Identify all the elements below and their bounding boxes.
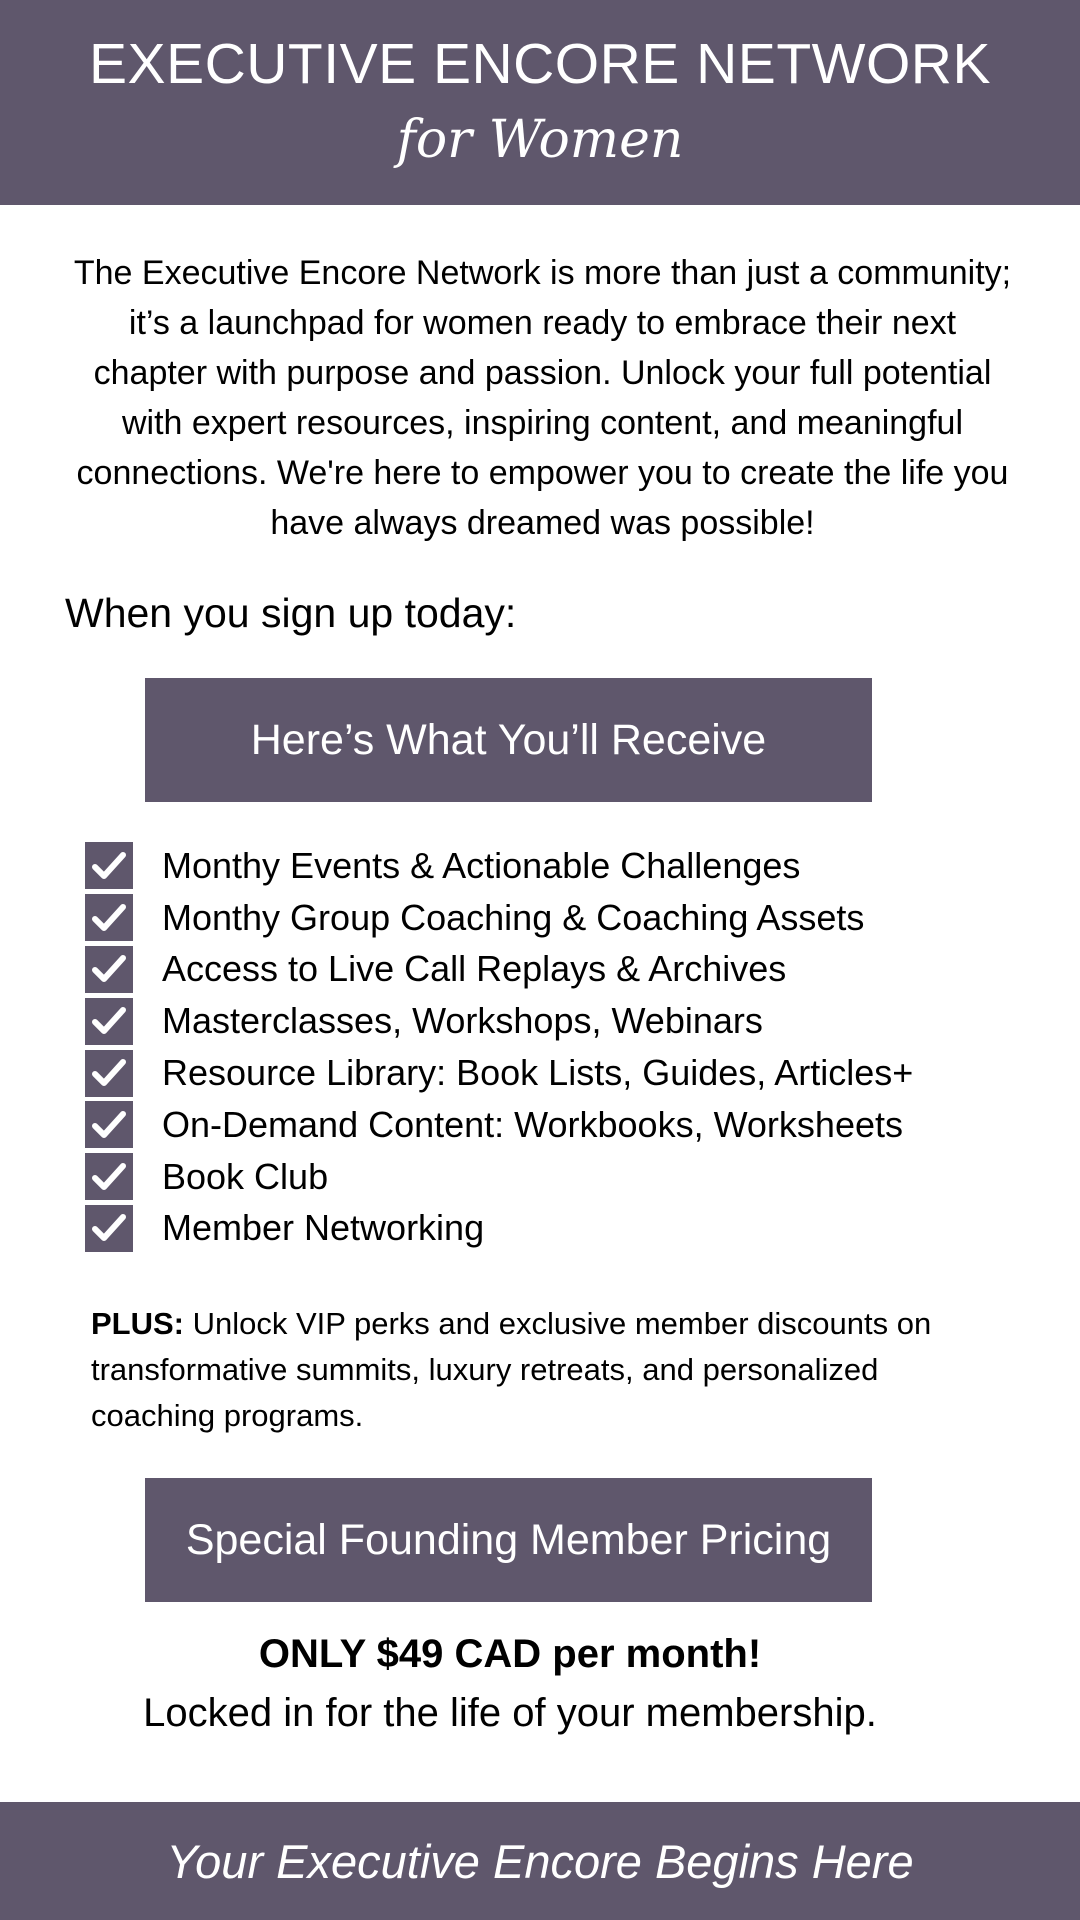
benefit-label: Member Networking bbox=[162, 1207, 485, 1249]
check-icon bbox=[85, 1205, 133, 1252]
price-headline: ONLY $49 CAD per month! bbox=[258, 1632, 762, 1676]
plus-text: Unlock VIP perks and exclusive member discounts on transformative summits, luxury retreats, and personalized coaching programs. bbox=[91, 1306, 932, 1433]
benefit-label: Book Club bbox=[162, 1155, 329, 1197]
benefits-list bbox=[85, 840, 1045, 1254]
check-icon bbox=[85, 1153, 133, 1200]
page-title: EXECUTIVE ENCORE NETWORK bbox=[89, 32, 991, 96]
check-icon bbox=[85, 1101, 133, 1148]
benefit-label: Monthy Events & Actionable Challenges bbox=[162, 844, 801, 886]
benefit-item bbox=[85, 995, 1045, 1047]
check-icon bbox=[85, 946, 133, 993]
benefit-item bbox=[85, 892, 1045, 944]
benefit-label: Masterclasses, Workshops, Webinars bbox=[162, 1000, 763, 1042]
benefit-label: Resource Library: Book Lists, Guides, Articles+ bbox=[162, 1052, 914, 1094]
benefit-item bbox=[85, 840, 1045, 892]
benefit-label: Monthy Group Coaching & Coaching Assets bbox=[162, 896, 865, 938]
signup-heading: When you sign up today: bbox=[65, 590, 517, 636]
benefit-item bbox=[85, 1099, 1045, 1151]
footer-tagline: Your Executive Encore Begins Here bbox=[166, 1834, 914, 1888]
price-subline: Locked in for the life of your membership. bbox=[143, 1691, 877, 1735]
plus-paragraph bbox=[91, 1301, 991, 1439]
benefit-item bbox=[85, 1203, 1045, 1255]
plus-label: PLUS: bbox=[91, 1306, 184, 1341]
footer-banner bbox=[0, 1802, 1080, 1920]
benefit-label: Access to Live Call Replays & Archives bbox=[162, 948, 787, 990]
benefit-item bbox=[85, 1047, 1045, 1099]
check-icon bbox=[85, 842, 133, 889]
benefit-item bbox=[85, 1151, 1045, 1203]
check-icon bbox=[85, 894, 133, 941]
pricing-banner: Special Founding Member Pricing bbox=[145, 1478, 872, 1602]
receive-banner: Here’s What You’ll Receive bbox=[145, 678, 872, 802]
benefit-item bbox=[85, 944, 1045, 996]
check-icon bbox=[85, 998, 133, 1045]
page-subtitle: for Women bbox=[396, 110, 684, 170]
check-icon bbox=[85, 1050, 133, 1097]
benefit-label: On-Demand Content: Workbooks, Worksheets bbox=[162, 1103, 903, 1145]
intro-paragraph: The Executive Encore Network is more than just a community; it’s a launchpad for women ready to embrace their next chapter with purpose and passion. Unlock your full potential with expert resources, inspiring content, and meaningful connections. We're here to empower you to create the life you have always dreamed was possible! bbox=[73, 254, 1012, 542]
header-banner bbox=[0, 0, 1080, 205]
